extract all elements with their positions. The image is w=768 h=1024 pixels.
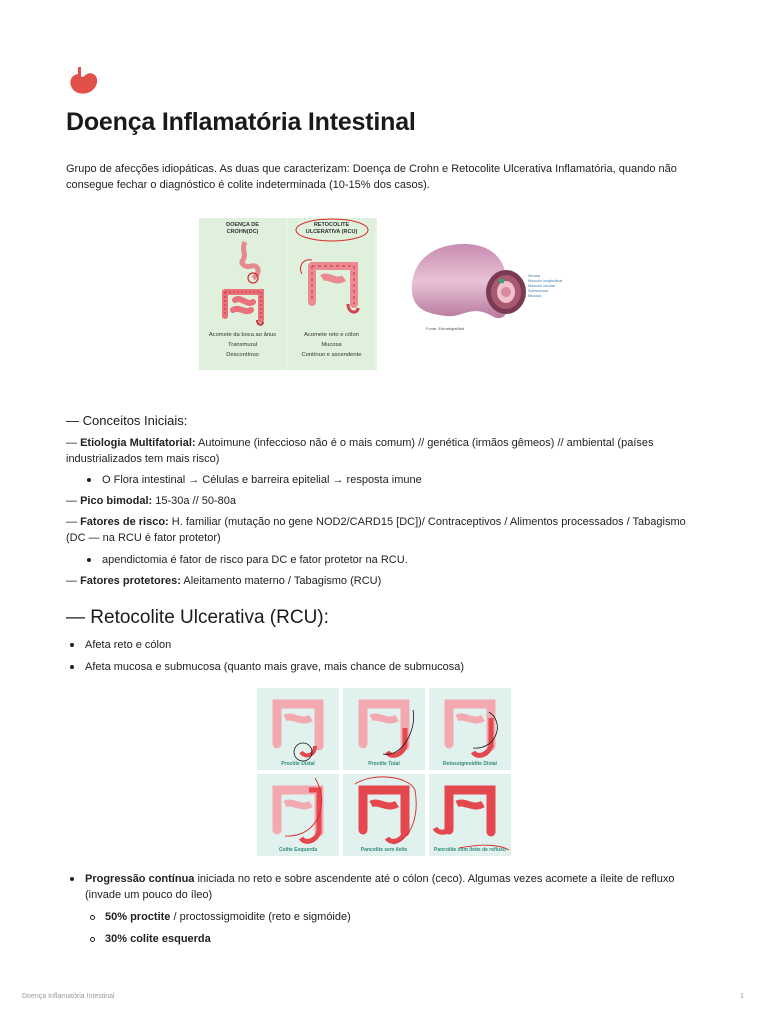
intro-paragraph: Grupo de afecções idiopáticas. As duas que caracterizam: Doença de Crohn e Retocolite Ulcerativa Inflamatória, quando não consegue fechar o diagnóstico é colite indeterminada (10-15% dos casos). — [66, 163, 677, 191]
colon-illustration — [257, 774, 339, 856]
rcu-caption-line: Mucosa — [321, 342, 342, 348]
extent-label: Colite Esquerda — [278, 847, 318, 853]
list-item-text: apendictomia é fator de risco para DC e fator protetor na RCU. — [102, 554, 408, 566]
progressao-text: iniciada no reto e sobre ascendente até o cólon (ceco). Algumas vezes acomete a íleite de refluxo (invade um pouco do íleo) — [85, 873, 675, 901]
colon-illustration — [429, 774, 511, 856]
extent-label: Proctite Total — [368, 761, 400, 767]
extent-panel — [343, 688, 425, 770]
conceitos-heading: — Conceitos Iniciais: — [66, 413, 188, 428]
progressao-paragraph — [85, 871, 705, 903]
list-item — [105, 909, 351, 925]
layer-label-longitudinal: Músculo longitudinal — [528, 279, 563, 283]
footer-doc-name: Doença Inflamatória Intestinal — [22, 993, 115, 1000]
rcu-heading: — Retocolite Ulcerativa (RCU): — [66, 607, 329, 628]
colon-illustration — [343, 774, 425, 856]
rcu-title-line: RETOCOLITE — [313, 222, 350, 228]
crohn-panel — [199, 218, 286, 370]
list-item-text: O Flora intestinal → Células e barreira epitelial → resposta imune — [102, 474, 422, 486]
progressao-label: Progressão contínua — [85, 873, 195, 885]
rcu-caption — [288, 330, 375, 360]
list-item-text: / proctossigmoidite (reto e sigmóide) — [173, 911, 351, 923]
extent-label: Proctite Distal — [281, 761, 315, 767]
etiologia-paragraph — [66, 435, 706, 467]
em-dash: — — [66, 437, 81, 449]
extent-panel — [343, 774, 425, 856]
list-item — [102, 552, 408, 568]
crohn-caption-line: Descontínuo — [226, 352, 259, 358]
protetores-text: Aleitamento materno / Tabagismo (RCU) — [183, 575, 382, 587]
list-item-text: Afeta mucosa e submucosa (quanto mais grave, mais chance de submucosa) — [85, 661, 465, 673]
rcu-caption-line: Acomete reto e cólon — [304, 332, 359, 338]
intestine-tube-illustration — [402, 222, 572, 332]
list-item-bold: 30% colite esquerda — [105, 933, 211, 945]
colon-illustration — [429, 688, 511, 770]
bullet-dot — [70, 643, 74, 647]
layer-label-circular: Músculo circular — [528, 284, 556, 288]
rcu-caption-line: Contínuo e ascendente — [301, 352, 362, 358]
layer-label-mucosa: Mucosa — [528, 294, 542, 298]
footer-page-number: 1 — [740, 993, 744, 1000]
bullet-dot — [87, 478, 91, 482]
list-item — [102, 472, 422, 488]
list-item — [105, 931, 211, 947]
bullet-dot — [70, 665, 74, 669]
crohn-title-line: DOENÇA DE — [226, 222, 259, 228]
crohn-panel-title — [199, 222, 286, 236]
crohn-caption-line: Transmural — [227, 342, 258, 348]
bullet-dot — [87, 558, 91, 562]
protetores-paragraph — [66, 573, 706, 589]
crohn-caption — [199, 330, 286, 360]
extent-panel — [257, 688, 339, 770]
etiologia-label: Etiologia Multifatorial: — [80, 437, 196, 449]
colon-illustration — [257, 688, 339, 770]
intestinal-wall-layers-figure — [402, 222, 572, 362]
extent-panel — [429, 688, 511, 770]
crohn-title-line: CROHN(DC) — [226, 229, 259, 235]
rcu-title-line: ULCERATIVA (RCU) — [305, 229, 358, 235]
rcu-panel — [288, 218, 375, 370]
stomach-icon — [66, 66, 102, 96]
figure-credit: Fonte: EstratégiaMed — [426, 326, 465, 331]
rcu-colon-illustration — [292, 218, 372, 330]
pico-text: 15-30a // 50-80a — [155, 495, 236, 507]
crohn-vs-rcu-figure — [199, 218, 377, 370]
crohn-caption-line: Acomete da boca ao ânus — [208, 332, 277, 338]
extent-label: Pancolite com ileíte de refluxo — [434, 847, 506, 853]
risco-label: Fatores de risco: — [80, 516, 169, 528]
bullet-ring — [90, 915, 95, 920]
pico-label: Pico bimodal: — [80, 495, 153, 507]
extent-label: Pancolite sem ileíte — [360, 847, 408, 853]
list-item-bold: 50% proctite — [105, 911, 171, 923]
bullet-dot — [70, 877, 74, 881]
extent-panel — [429, 774, 511, 856]
em-dash: — — [66, 575, 81, 587]
risco-paragraph — [66, 514, 706, 546]
page-title: Doença Inflamatória Intestinal — [66, 108, 416, 136]
etiologia-text: Autoimune (infeccioso não é o mais comum) // genética (irmãos gêmeos) // ambiental (países industrializados tem mais risco) — [66, 437, 654, 465]
bullet-ring — [90, 937, 95, 942]
risco-text: H. familiar (mutação no gene NOD2/CARD15 [DC])/ Contraceptivos / Alimentos processados / Tabagismo (DC — na RCU é fator protetor) — [66, 516, 686, 544]
colon-illustration — [343, 688, 425, 770]
list-item — [85, 659, 464, 675]
pico-paragraph — [66, 493, 706, 509]
list-item-text: Afeta reto e cólon — [85, 639, 172, 651]
em-dash: — — [66, 516, 81, 528]
list-item — [85, 637, 171, 653]
crohn-digestive-tract-illustration — [217, 240, 269, 328]
extent-label: Retossigmoidite Distal — [443, 761, 497, 767]
layer-label-serosa: Serosa — [528, 274, 541, 278]
em-dash: — — [66, 495, 81, 507]
extent-panel — [257, 774, 339, 856]
layer-label-submucosa: Submucosa — [528, 289, 549, 293]
rcu-extent-figure — [257, 688, 511, 858]
protetores-label: Fatores protetores: — [80, 575, 181, 587]
